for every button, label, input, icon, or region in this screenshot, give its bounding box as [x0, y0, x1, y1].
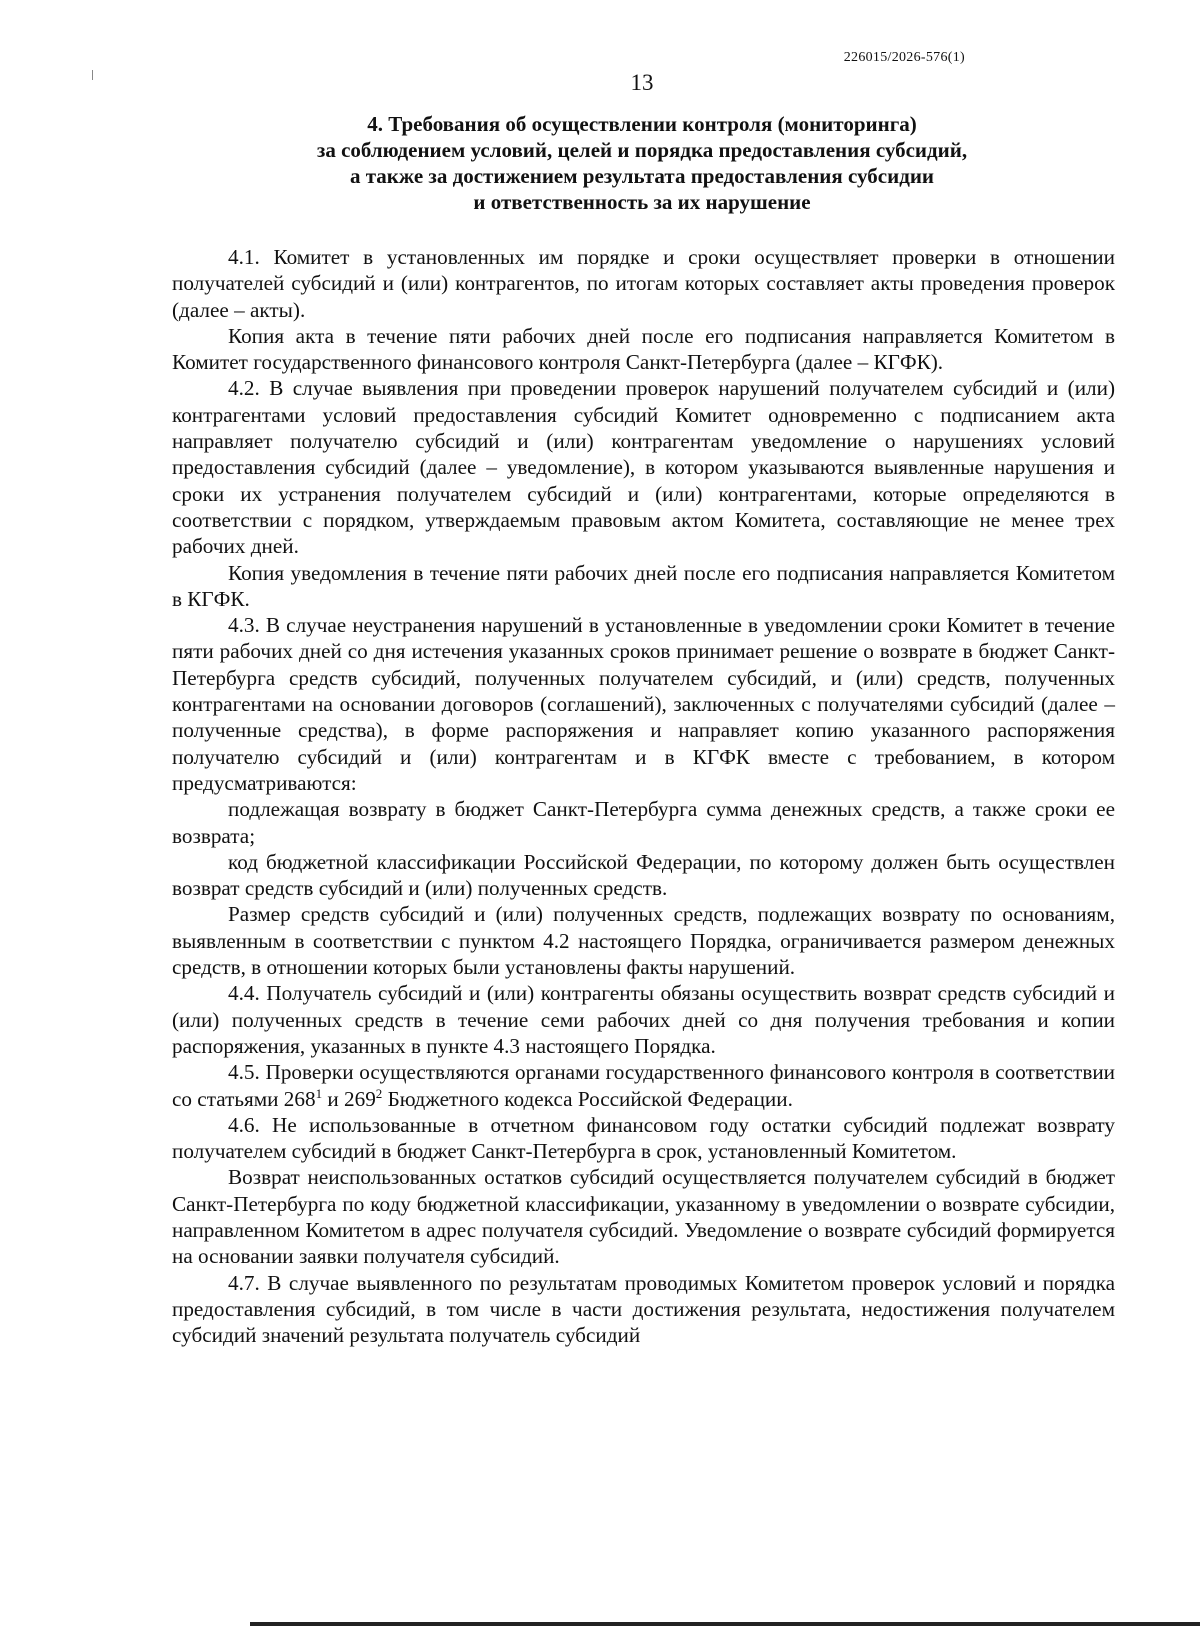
paragraph: Копия уведомления в течение пяти рабочих дней после его подписания направляется Комитетом в КГФК.	[172, 560, 1115, 611]
section-title	[0, 111, 1200, 215]
paragraph-4-4: 4.4. Получатель субсидий и (или) контрагенты обязаны осуществить возврат средств субсидий и (или) полученных средств в течение семи рабочих дней со дня получения требования и копии распоряжения, указанных в пункте 4.3 настоящего Порядка.	[172, 981, 1115, 1058]
paragraph: код бюджетной классификации Российской Федерации, по которому должен быть осуществлен возврат средств субсидий и (или) полученных средств.	[172, 849, 1115, 901]
text-segment: и 269	[322, 1086, 376, 1111]
title-line: а также за достижением результата предоставления субсидии	[349, 164, 935, 188]
paragraph-4-3: 4.3. В случае неустранения нарушений в установленные в уведомлении сроки Комитет в течение пяти рабочих дней со дня истечения указанных сроков принимает решение о возврате в бюджет Санкт-Петербурга средств субсидий, полученных получателем субсидий, и (или) средств, полученных контрагентами на основании договоров (соглашений), заключенных с получателями субсидий (далее – полученные средства), в форме распоряжения и направляет копию указанного распоряжения получателю субсидий и (или) контрагентам и в КГФК вместе с требованием, в котором предусматриваются:	[172, 613, 1115, 795]
text-segment: 4.5. Проверки осуществляются органами государственного финансового контроля в соответствии со статьями 268	[172, 1060, 1115, 1111]
paragraph-4-5	[172, 1059, 1115, 1112]
paragraph: Размер средств субсидий и (или) полученных средств, подлежащих возврату по основаниям, выявленным в соответствии с пунктом 4.2 настоящего Порядка, ограничивается размером денежных средств, в отношении которых были установлены факты нарушений.	[172, 902, 1115, 980]
page-number: 13	[630, 70, 654, 95]
paragraph-4-2: 4.2. В случае выявления при проведении проверок нарушений получателем субсидий и (или) контрагентами условий предоставления субсидий Комитет одновременно с подписанием акта направляет получателю субсидий и (или) контрагентам уведомление о нарушениях условий предоставления субсидий (далее – уведомление), в котором указываются выявленные нарушения и сроки их устранения получателем субсидий и (или) контрагентами, которые определяются в соответствии с порядком, утверждаемым правовым актом Комитета, составляющие не менее трех рабочих дней.	[172, 376, 1115, 559]
superscript: 2	[375, 1085, 383, 1101]
paragraph-4-1: 4.1. Комитет в установленных им порядке и сроки осуществляет проверки в отношении получателей субсидий и (или) контрагентов, по итогам которых составляет акты проведения проверок (далее – акты).	[172, 245, 1115, 322]
document-body	[172, 244, 1115, 1348]
title-line: 4. Требования об осуществлении контроля (мониторинга)	[367, 112, 917, 136]
title-line: и ответственность за их нарушение	[473, 190, 811, 214]
paragraph: Копия акта в течение пяти рабочих дней после его подписания направляется Комитетом в Комитет государственного финансового контроля Санкт-Петербурга (далее – КГФК).	[172, 323, 1115, 375]
title-line: за соблюдением условий, целей и порядка предоставления субсидий,	[316, 138, 968, 162]
superscript: 1	[315, 1085, 323, 1101]
scan-bottom-edge	[250, 1622, 1200, 1626]
paragraph: подлежащая возврату в бюджет Санкт-Петербурга сумма денежных средств, а также сроки ее возврата;	[172, 797, 1115, 848]
paragraph-4-6: 4.6. Не использованные в отчетном финансовом году остатки субсидий подлежат возврату получателем субсидий в бюджет Санкт-Петербурга в срок, установленный Комитетом.	[172, 1112, 1115, 1164]
paragraph-4-7: 4.7. В случае выявленного по результатам проводимых Комитетом проверок условий и порядка предоставления субсидий, в том числе в части достижения результата, недостижения получателем субсидий значений результата получатель субсидий	[172, 1270, 1115, 1348]
paragraph: Возврат неиспользованных остатков субсидий осуществляется получателем субсидий в бюджет Санкт-Петербурга по коду бюджетной классификации, указанному в уведомлении о возврате субсидии, направленном Комитетом в адрес получателя субсидий. Уведомление о возврате субсидий формируется на основании заявки получателя субсидий.	[172, 1165, 1115, 1269]
document-number: 226015/2026-576(1)	[843, 50, 965, 65]
text-segment: Бюджетного кодекса Российской Федерации.	[382, 1086, 793, 1111]
